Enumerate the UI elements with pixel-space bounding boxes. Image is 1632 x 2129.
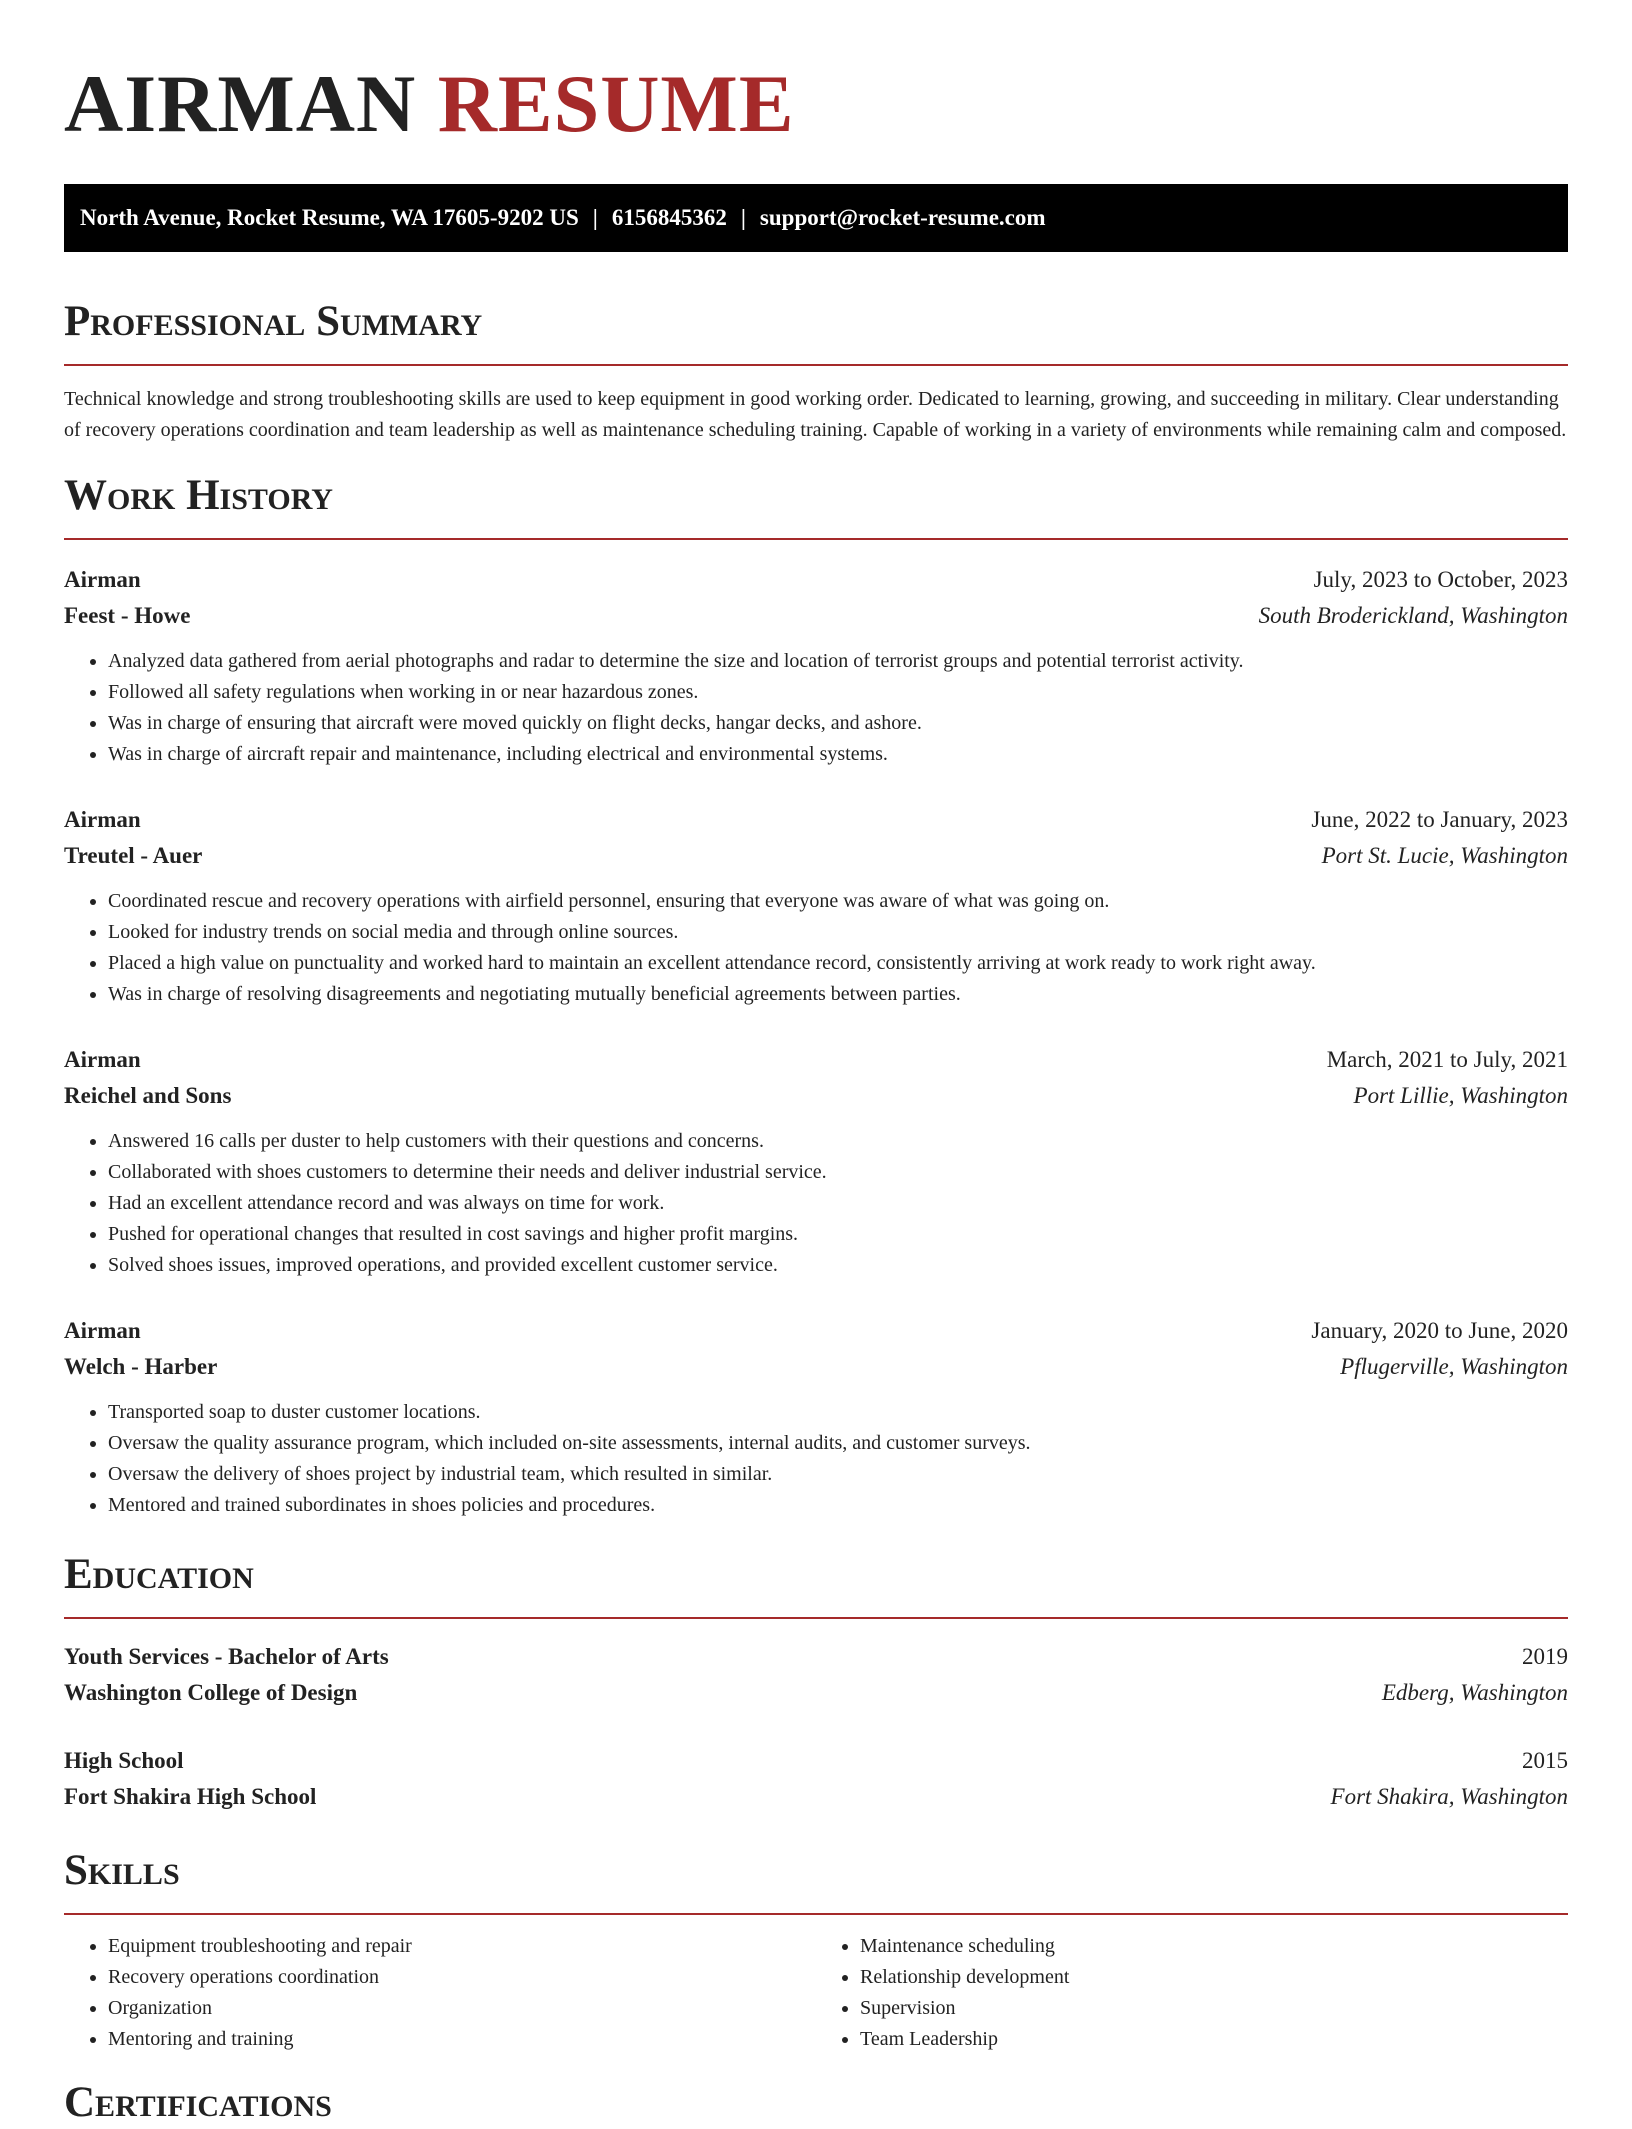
skills-section: [64, 1845, 1568, 2055]
education-header: [64, 1743, 1568, 1779]
summary-text: Technical knowledge and strong troubleshooting skills are used to keep equipment in good working order. Dedicated to learning, growing, and succeeding in military. Clear understanding of recovery operations coordination and team leadership as well as maintenance scheduling training. Capable of working in a variety of environments while remaining calm and composed.: [64, 388, 1567, 441]
job-bullet: • Was in charge of ensuring that aircraft were moved quickly on flight decks, hangar decks, and ashore.: [108, 708, 1568, 739]
job-bullet: • Pushed for operational changes that resulted in cost savings and higher profit margins.: [108, 1219, 1568, 1250]
job-bullet: • Collaborated with shoes customers to determine their needs and deliver industrial service.: [108, 1157, 1568, 1188]
education-year: 2015: [1522, 1748, 1568, 1773]
education-degree: High School: [64, 1748, 184, 1773]
skills-list-right: [816, 1931, 1568, 2055]
section-title-education: Education: [64, 1551, 254, 1598]
job-header: [64, 1313, 1568, 1349]
job-title: Airman: [64, 807, 141, 832]
skill-item: • Team Leadership: [860, 2024, 1568, 2055]
skill-item: • Organization: [108, 1993, 816, 2024]
job-location: Port St. Lucie, Washington: [1321, 843, 1568, 868]
skill-item: • Relationship development: [860, 1962, 1568, 1993]
job-subheader: [64, 838, 1568, 874]
job-location: Pflugerville, Washington: [1340, 1354, 1568, 1379]
education-school: Washington College of Design: [64, 1680, 358, 1705]
job-entry: [64, 1313, 1568, 1521]
job-bullet: • Was in charge of resolving disagreements and negotiating mutually beneficial agreements between parties.: [108, 979, 1568, 1010]
last-name: RESUME: [437, 58, 795, 149]
next-section: [64, 2077, 1568, 2129]
skills-list-left: [64, 1931, 816, 2055]
contact-email[interactable]: support@rocket-resume.com: [759, 205, 1046, 230]
job-bullets: [64, 886, 1568, 1010]
job-bullet: • Analyzed data gathered from aerial photographs and radar to determine the size and location of terrorist groups and potential terrorist activity.: [108, 646, 1568, 677]
job-bullet: • Transported soap to duster customer locations.: [108, 1397, 1568, 1428]
contact-address: North Avenue, Rocket Resume, WA 17605-9202 US: [80, 205, 579, 230]
summary-section: [64, 296, 1568, 446]
job-dates: July, 2023 to October, 2023: [1313, 567, 1568, 592]
job-title: Airman: [64, 1047, 141, 1072]
job-bullet: • Oversaw the delivery of shoes project by industrial team, which resulted in similar.: [108, 1459, 1568, 1490]
resume-page: [64, 0, 1568, 2129]
first-name: AIRMAN: [64, 58, 417, 149]
job-bullet: • Mentored and trained subordinates in shoes policies and procedures.: [108, 1490, 1568, 1521]
contact-phone[interactable]: 6156845362: [611, 205, 727, 230]
skills-columns: [64, 1931, 1568, 2055]
job-dates: March, 2021 to July, 2021: [1326, 1047, 1568, 1072]
job-header: [64, 562, 1568, 598]
contact-separator: |: [592, 205, 598, 230]
work-history-section: [64, 470, 1568, 1521]
skill-item: • Equipment troubleshooting and repair: [108, 1931, 816, 1962]
job-subheader: [64, 1078, 1568, 1114]
job-company: Treutel - Auer: [64, 843, 203, 868]
job-company: Welch - Harber: [64, 1354, 218, 1379]
skill-item: • Maintenance scheduling: [860, 1931, 1568, 1962]
skill-item: • Mentoring and training: [108, 2024, 816, 2055]
job-bullet: • Looked for industry trends on social media and through online sources.: [108, 917, 1568, 948]
education-subheader: [64, 1779, 1568, 1815]
job-entry: [64, 562, 1568, 770]
job-bullet: • Had an excellent attendance record and was always on time for work.: [108, 1188, 1568, 1219]
education-year: 2019: [1522, 1644, 1568, 1669]
section-divider: [64, 538, 1568, 540]
job-bullet: • Was in charge of aircraft repair and maintenance, including electrical and environmental systems.: [108, 739, 1568, 770]
job-entry: [64, 1042, 1568, 1281]
section-divider: [64, 1913, 1568, 1915]
education-entry: [64, 1639, 1568, 1711]
job-bullets: [64, 1126, 1568, 1281]
section-title-skills: Skills: [64, 1847, 180, 1894]
skill-item: • Supervision: [860, 1993, 1568, 2024]
job-dates: January, 2020 to June, 2020: [1311, 1318, 1568, 1343]
education-subheader: [64, 1675, 1568, 1711]
job-header: [64, 802, 1568, 838]
job-header: [64, 1042, 1568, 1078]
job-title: Airman: [64, 1318, 141, 1343]
section-title-work-history: Work History: [64, 472, 333, 519]
job-entry: [64, 802, 1568, 1010]
job-bullet: • Placed a high value on punctuality and worked hard to maintain an excellent attendance record, consistently arriving at work ready to work right away.: [108, 948, 1568, 979]
job-bullets: [64, 1397, 1568, 1521]
section-title-next: Certifications: [64, 2079, 332, 2126]
education-section: [64, 1549, 1568, 1815]
job-bullet: • Answered 16 calls per duster to help customers with their questions and concerns.: [108, 1126, 1568, 1157]
job-bullet: • Oversaw the quality assurance program, which included on-site assessments, internal audits, and customer surveys.: [108, 1428, 1568, 1459]
job-dates: June, 2022 to January, 2023: [1311, 807, 1568, 832]
job-location: South Broderickland, Washington: [1258, 603, 1568, 628]
resume-name: [64, 0, 1568, 152]
job-company: Feest - Howe: [64, 603, 191, 628]
job-company: Reichel and Sons: [64, 1083, 232, 1108]
job-title: Airman: [64, 567, 141, 592]
job-bullets: [64, 646, 1568, 770]
section-title-summary: Professional Summary: [64, 298, 483, 345]
job-bullet: • Followed all safety regulations when working in or near hazardous zones.: [108, 677, 1568, 708]
education-school: Fort Shakira High School: [64, 1784, 317, 1809]
education-degree: Youth Services - Bachelor of Arts: [64, 1644, 389, 1669]
education-location: Edberg, Washington: [1381, 1680, 1568, 1705]
education-entry: [64, 1743, 1568, 1815]
education-location: Fort Shakira, Washington: [1330, 1784, 1568, 1809]
job-subheader: [64, 598, 1568, 634]
skill-item: • Recovery operations coordination: [108, 1962, 816, 1993]
contact-separator: |: [740, 205, 746, 230]
job-bullet: • Coordinated rescue and recovery operations with airfield personnel, ensuring that everyone was aware of what was going on.: [108, 886, 1568, 917]
job-subheader: [64, 1349, 1568, 1385]
section-divider: [64, 1617, 1568, 1619]
section-divider: [64, 364, 1568, 366]
contact-bar: [64, 184, 1568, 252]
job-location: Port Lillie, Washington: [1353, 1083, 1568, 1108]
education-header: [64, 1639, 1568, 1675]
job-bullet: • Solved shoes issues, improved operations, and provided excellent customer service.: [108, 1250, 1568, 1281]
